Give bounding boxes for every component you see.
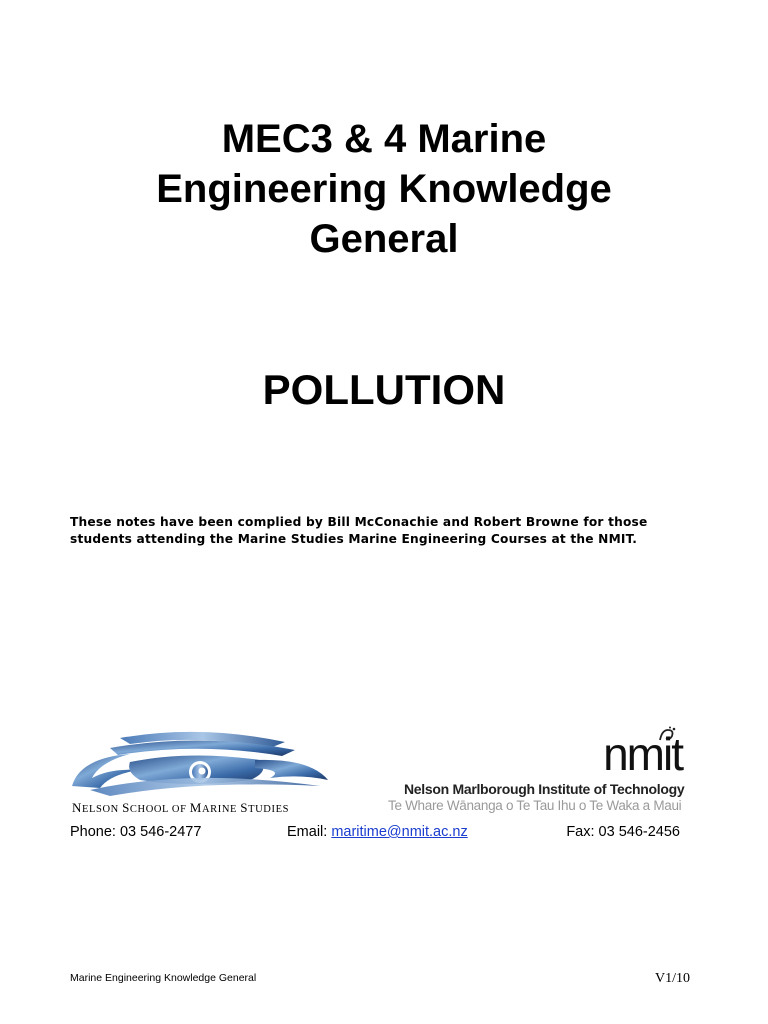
footer-title: Marine Engineering Knowledge General	[70, 972, 257, 984]
phone-number: Phone: 03 546-2477	[70, 824, 202, 840]
notes-line-1: These notes have been complied by Bill McConachie and Robert Browne for those	[70, 515, 648, 529]
title-line-1: MEC3 & 4 Marine	[221, 117, 547, 161]
institute-maori-name: Te Whare Wānanga o Te Tau Ihu o Te Waka a Maui	[388, 798, 682, 813]
nmit-wordmark: nmit	[603, 728, 682, 780]
school-name: NELSON SCHOOL OF MARINE STUDIES	[72, 800, 290, 815]
author-notes	[70, 514, 710, 548]
notes-line-2: students attending the Marine Studies Marine Engineering Courses at the NMIT.	[70, 532, 638, 546]
school-logo	[70, 728, 338, 820]
email-link[interactable]: maritime@nmit.ac.nz	[331, 824, 468, 840]
email-contact	[287, 824, 468, 840]
fax-number: Fax: 03 546-2456	[566, 824, 680, 840]
institute-name: Nelson Marlborough Institute of Technology	[404, 781, 685, 797]
title-line-3: General	[309, 217, 459, 261]
document-title	[0, 114, 768, 264]
nmit-logo	[386, 726, 686, 818]
paua-shell-icon	[70, 728, 338, 800]
contact-line	[70, 824, 690, 844]
document-subtitle: POLLUTION	[262, 366, 506, 413]
footer-version: V1/10	[655, 971, 690, 986]
title-line-2: Engineering Knowledge	[156, 167, 612, 211]
email-label: Email:	[287, 824, 332, 840]
